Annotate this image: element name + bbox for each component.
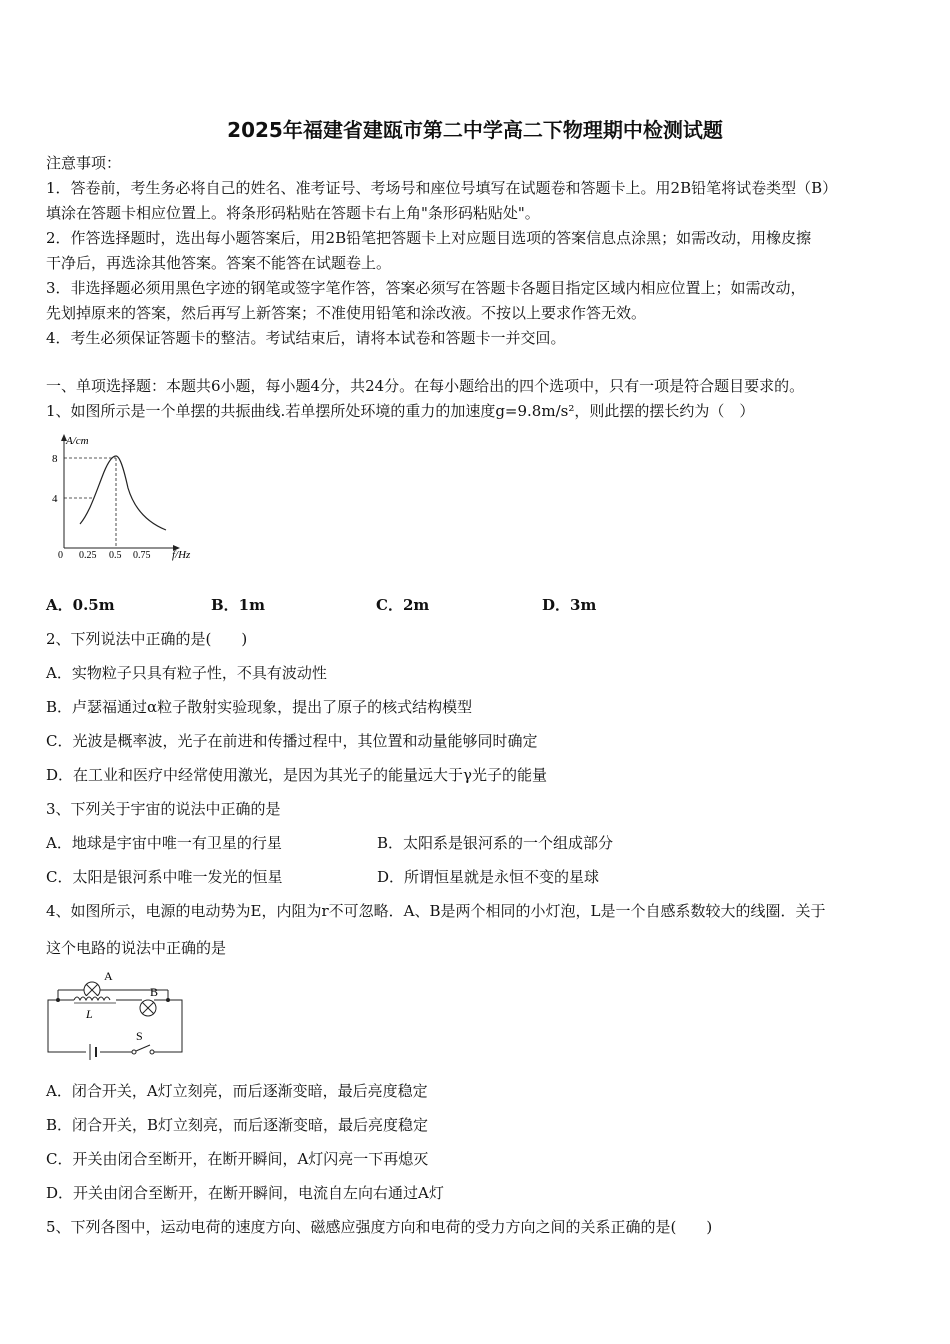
question-3-stem: 3、下列关于宇宙的说法中正确的是 bbox=[46, 800, 281, 818]
notice-line: 2．作答选择题时，选出每小题答案后，用2B铅笔把答题卡上对应题目选项的答案信息点涂黑；如需改动，用橡皮擦 bbox=[46, 229, 812, 247]
x-tick-label: 0 bbox=[58, 550, 63, 561]
notice-line: 干净后，再选涂其他答案。答案不能答在试题卷上。 bbox=[46, 254, 392, 272]
junction-dot bbox=[166, 998, 170, 1002]
lamp-a bbox=[84, 982, 100, 998]
resonance-curve bbox=[80, 456, 166, 530]
q1-option-c: C．2m bbox=[376, 596, 430, 614]
x-tick-label: 0.25 bbox=[79, 550, 97, 561]
y-axis-label: A/cm bbox=[66, 435, 89, 447]
q1-option-a: A．0.5m bbox=[46, 596, 115, 614]
y-tick-label: 4 bbox=[52, 493, 58, 505]
q2-option-c: C．光波是概率波，光子在前进和传播过程中，其位置和动量能够同时确定 bbox=[46, 732, 538, 750]
q4-option-d: D．开关由闭合至断开，在断开瞬间，电流自左向右通过A灯 bbox=[46, 1184, 444, 1202]
lamp-b-label: B bbox=[150, 985, 159, 999]
x-axis-label: f/Hz bbox=[172, 549, 191, 561]
notice-heading: 注意事项： bbox=[46, 154, 122, 172]
q4-option-b: B．闭合开关，B灯立刻亮，而后逐渐变暗，最后亮度稳定 bbox=[46, 1116, 429, 1134]
lamp-b bbox=[140, 1000, 156, 1016]
circuit-diagram bbox=[44, 968, 189, 1060]
coil-label: L bbox=[86, 1007, 93, 1021]
switch-label: S bbox=[136, 1029, 143, 1043]
q2-option-b: B．卢瑟福通过α粒子散射实验现象，提出了原子的核式结构模型 bbox=[46, 698, 473, 716]
q3-option-b: B．太阳系是银河系的一个组成部分 bbox=[377, 834, 614, 852]
question-5-stem: 5、下列各图中，运动电荷的速度方向、磁感应强度方向和电荷的受力方向之间的关系正确的是( ) bbox=[46, 1218, 713, 1236]
q4-option-a: A．闭合开关，A灯立刻亮，而后逐渐变暗，最后亮度稳定 bbox=[46, 1082, 428, 1100]
notice-line: 先划掉原来的答案，然后再写上新答案；不准使用铅笔和涂改液。不按以上要求作答无效。 bbox=[46, 304, 647, 322]
q1-option-d: D．3m bbox=[542, 596, 597, 614]
resonance-curve-graph bbox=[46, 432, 216, 562]
question-4-stem-cont: 这个电路的说法中正确的是 bbox=[46, 939, 227, 957]
notice-line: 4．考生必须保证答题卡的整洁。考试结束后，请将本试卷和答题卡一并交回。 bbox=[46, 329, 566, 347]
notice-line: 填涂在答题卡相应位置上。将条形码粘贴在答题卡右上角"条形码粘贴处"。 bbox=[46, 204, 540, 222]
question-1-stem: 1、如图所示是一个单摆的共振曲线.若单摆所处环境的重力的加速度g=9.8m/s²，则此摆的摆长约为（ ） bbox=[46, 402, 755, 420]
notice-line: 3．非选择题必须用黑色字迹的钢笔或签字笔作答，答案必须写在答题卡各题目指定区域内相应位置上；如需改动， bbox=[46, 279, 806, 297]
lamp-a-label: A bbox=[104, 969, 113, 983]
junction-dot bbox=[56, 998, 60, 1002]
q2-option-a: A．实物粒子只具有粒子性，不具有波动性 bbox=[46, 664, 327, 682]
notice-line: 1．答卷前，考生务必将自己的姓名、准考证号、考场号和座位号填写在试题卷和答题卡上。用2B铅笔将试卷类型（B） bbox=[46, 179, 838, 197]
y-tick-label: 8 bbox=[52, 453, 58, 465]
q4-option-c: C．开关由闭合至断开，在断开瞬间，A灯闪亮一下再熄灭 bbox=[46, 1150, 429, 1168]
q1-option-b: B．1m bbox=[211, 596, 265, 614]
q3-option-c: C．太阳是银河系中唯一发光的恒星 bbox=[46, 868, 283, 886]
x-tick-label: 0.75 bbox=[133, 550, 151, 561]
section-heading: 一、单项选择题：本题共6小题，每小题4分，共24分。在每小题给出的四个选项中，只有一项是符合题目要求的。 bbox=[46, 377, 805, 395]
question-2-stem: 2、下列说法中正确的是( ) bbox=[46, 630, 248, 648]
q3-option-d: D．所谓恒星就是永恒不变的星球 bbox=[377, 868, 600, 886]
x-tick-label: 0.5 bbox=[109, 550, 122, 561]
q2-option-d: D．在工业和医疗中经常使用激光，是因为其光子的能量远大于γ光子的能量 bbox=[46, 766, 547, 784]
question-4-stem: 4、如图所示，电源的电动势为E，内阻为r不可忽略．A、B是两个相同的小灯泡，L是一个自感系数较大的线圈．关于 bbox=[46, 902, 826, 920]
outer-loop bbox=[48, 1000, 182, 1052]
battery-gap bbox=[86, 1048, 100, 1056]
q3-option-a: A．地球是宇宙中唯一有卫星的行星 bbox=[46, 834, 282, 852]
page-title: 2025年福建省建瓯市第二中学高二下物理期中检测试题 bbox=[227, 118, 723, 142]
